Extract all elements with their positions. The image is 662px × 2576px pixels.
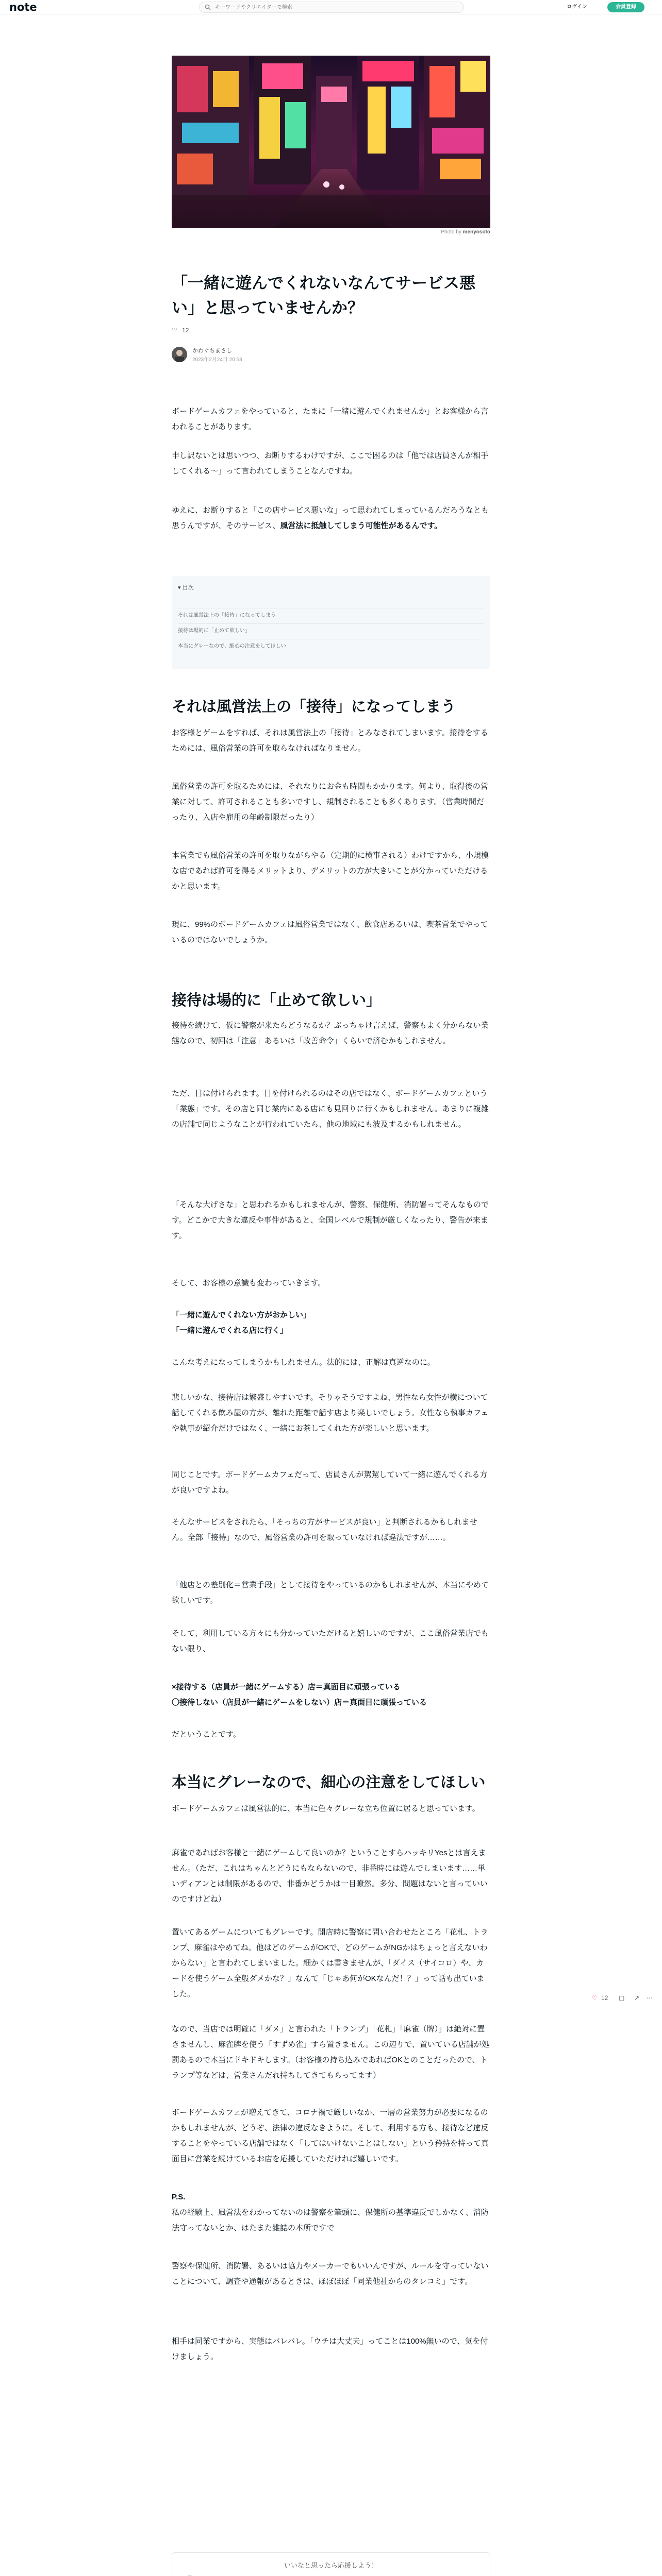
paragraph: 接待を続けて、仮に警察が来たらどうなるか？ぶっちゃけ言えば、警察もよく分からない業態なので、初回は「注意」あるいは「改善命令」くらいで済むかもしれません。 xyxy=(172,1021,489,1045)
paragraph: 同じことです。ボードゲームカフェだって、店員さんが駕駕していて一緒に遊んでくれる方が良いですよね。 xyxy=(172,1470,488,1495)
paragraph: お客様とゲームをすれば、それは風営法上の「接待」とみなされてしまいます。接待をするためには、風俗営業の許可を取らなければなりません。 xyxy=(172,728,488,753)
publish-date: 2023年2月24日 20:53 xyxy=(192,357,242,363)
paragraph: そして、利用している方々にも分かっていただけると嬉しいのですが、ここ風俗営業店でもない限り、 xyxy=(172,1629,489,1653)
credit-prefix: Photo by xyxy=(441,229,463,235)
section-heading: 接待は場的に「止めて欲しい」 xyxy=(172,992,382,1009)
section-heading: それは風営法上の「接待」になってしまう xyxy=(172,699,456,715)
paragraph: 「他店との差別化＝営業手段」として接待をやっているのかもしれませんが、本当にやめて欲しいです。 xyxy=(172,1581,489,1605)
paragraph: 相手は同業ですから、実態はバレバレ。「ウチは大丈夫」ってことは100%無いので、気を付けましょう。 xyxy=(172,2337,488,2361)
paragraph: 本営業でも風俗営業の許可を取りながらやる（定期的に検事される）わけですから、小規模な店であれば許可を得るメリットより、デメリットの方が大きいことが分かっていただけるかと思います。 xyxy=(172,851,489,891)
bold-emphasis: 風営法に抵触してしまう可能性があるんです。 xyxy=(280,521,442,530)
photo-credit xyxy=(172,229,490,235)
paragraph: 風俗営業の許可を取るためには、それなりにお金も時間もかかります。何より、取得後の営業に対して、許可されることも多いですし、規制されることも多くあります。（営業時間だったり、入店や雇用の年齢制限だったり） xyxy=(172,782,488,822)
paragraph: 悲しいかな、接待店は繁盛しやすいです。そりゃそうですよね、男性なら女性が横について話してくれる飲み屋の方が、離れた距離で話す店より楽しいでしょう。女性なら執事カフェや執事が紹介だけではなく、一緒にお茶してくれた方が楽しいと思います。 xyxy=(172,1393,489,1433)
author-avatar[interactable] xyxy=(172,347,187,362)
heart-icon[interactable]: ♡ xyxy=(592,1994,598,2002)
share-icon[interactable]: ↗ xyxy=(634,1994,640,2002)
emphasis-line: 「一緒に遊んでくれない方がおかしい」 xyxy=(172,1311,311,1319)
author-name[interactable]: かわぐちまさし xyxy=(192,348,232,354)
toc-heading-label: 目次 xyxy=(182,585,194,591)
toc-item[interactable]: それは風営法上の「接待」になってしまう xyxy=(178,608,484,622)
hero-image xyxy=(172,56,490,228)
section-heading: 本当にグレーなので、細心の注意をしてほしい xyxy=(172,1774,486,1791)
paragraph: こんな考えになってしまうかもしれません。法的には、正解は真逆なのに。 xyxy=(172,1358,435,1367)
more-icon[interactable]: ⋯ xyxy=(647,1994,653,2002)
heart-outline-icon[interactable]: ♡ xyxy=(172,327,177,334)
search-box[interactable] xyxy=(199,2,464,13)
chevron-down-icon: ▾ xyxy=(178,585,181,591)
article-title: 「一緒に遊んでくれないなんてサービス悪い」と思っていませんか？ xyxy=(172,274,475,317)
paragraph-text: ゆえに、お断りすると「この店サービス悪いな」って思われてしまっているんだろうなとも思うんですが、そのサービス、 xyxy=(172,506,489,530)
neon-street-photo xyxy=(172,56,490,228)
paragraph: ボードゲームカフェをやっていると、たまに「一緒に遊んでくれませんか」とお客様から言われることがあります。 xyxy=(172,407,488,431)
paragraph: 現に、99%のボードゲームカフェは風俗営業ではなく、飲食店あるいは、喫茶営業でやっているのではないでしょうか。 xyxy=(172,920,488,944)
paragraph-intro-3 xyxy=(172,503,490,534)
paragraph: なので、当店では明確に「ダメ」と言われた「トランプ」「花札」「麻雀（牌）」は絶対に置きませんし、麻雀牌を使う「すずめ雀」すら置きません。この辺りで、置いている店舗が処罰あるので本当にドキドキします。（お客様の持ち込みであればOKとのことだったので、トランプ等などは、営業さんだれ持ちしてきてもらってます） xyxy=(172,2025,489,2080)
paragraph: 置いてあるゲームについてもグレーです。開店時に警察に問い合わせたところ「花札、トランプ、麻雀はやめてね。他はどのゲームがOKで、どのゲームがNGかはちょっと言えないわからない」と言われてしまいました。細かくは書きませんが、「ダイス（サイコロ）や、カードを使うゲーム全般ダメかな？」なんて「じゃあ何がOKなんだ！？」って話も出ていました。 xyxy=(172,1928,488,1998)
search-input[interactable] xyxy=(215,3,457,12)
author-info[interactable] xyxy=(172,345,490,364)
paragraph: 「そんな大げさな」と思われるかもしれませんが、警察、保健所、消防署ってそんなものです。どこかで大きな違反や事件があると、全国レベルで規制が厳しくなったり、警告が来ます。 xyxy=(172,1200,489,1240)
search-icon xyxy=(205,4,211,10)
paragraph: ただ、目は付けられます。目を付けられるのはその店ではなく、ボードゲームカフェという「業態」です。その店と同じ業内にある店にも見回りに行くかもしれません。あまりに複雑の店舗で同じようなことが行われていたら、他の地域にも波及するかもしれません。 xyxy=(172,1089,489,1129)
floating-action-bar xyxy=(592,1992,654,2004)
toc-item[interactable]: 接待は場的に「止めて欲しい」 xyxy=(178,623,484,638)
paragraph: 申し訳ないとは思いつつ、お断りするわけですが、ここで困るのは「他では店員さんが相手してくれる～」って言われてしまうことなんですね。 xyxy=(172,451,489,476)
paragraph: 麻雀であればお客様と一緒にゲームして良いのか？ということすらハッキリYesとは言えません。（ただ、これはちゃんとどうにもならないので、非番時には遊んでしまいます……単いディアンとは制限があるので、非番かどうかは一目瞭然。多分、問題はないと言っていいのですけどね） xyxy=(172,1849,488,1904)
toc-item[interactable]: 本当にグレーなので、細心の注意をしてほしい xyxy=(178,639,484,653)
support-title: いいなと思ったら応援しよう！ xyxy=(284,2562,378,2569)
table-of-contents xyxy=(172,576,490,669)
note-logo[interactable]: note xyxy=(9,1,37,13)
toc-heading[interactable] xyxy=(178,583,194,591)
rule-line: 〇接待しない（店員が一緒にゲームをしない）店＝真面目に頑張っている xyxy=(172,1698,427,1707)
emphasis-line: 「一緒に遊んでくれる店に行く」 xyxy=(172,1326,288,1335)
like-count: 12 xyxy=(182,327,189,334)
paragraph: 私の経験上、風営法をわかってないのは警察を筆頭に、保健所の基準違反でしかなく、消防法守ってないとか、はたまた雑誌の本所ですで xyxy=(172,2208,489,2232)
paragraph: ボードゲームカフェは風営法的に、本当に色々グレーな立ち位置に居ると思っています。 xyxy=(172,1804,480,1813)
signup-button[interactable]: 会員登録 xyxy=(607,2,644,12)
paragraph: だということです。 xyxy=(172,1730,241,1739)
credit-name[interactable]: menyosoto xyxy=(462,229,490,235)
paragraph: そして、お客様の意識も変わっていきます。 xyxy=(172,1279,326,1287)
paragraph: そんなサービスをされたら、「そっちの方がサービスが良い」と判断されるかもしれません。全部「接待」なので、風俗営業の許可を取っていなければ違法ですが……。 xyxy=(172,1518,477,1542)
support-box xyxy=(172,2552,490,2576)
rule-line: ×接待する（店員が一緒にゲームする）店＝真面目に頑張っている xyxy=(172,1683,401,1691)
paragraph: ボードゲームカフェが増えてきて、コロナ禍で厳しいなか、一層の営業努力が必要になるのかもしれませんが、どうぞ、法律の違反なきように。そして、利用する方も、接待など違反することをやっている店舗ではなく「してはいけないことはしない」という矜持を持って真面目に営業を続けているお店を応援していただければ嬉しいです。 xyxy=(172,2108,489,2163)
paragraph: 警察や保健所、消防署、あるいは協力やメーカーでもいいんですが、ルールを守っていないことについて、調査や通報があるときは、ほぼほぼ「同業他社からのタレコミ」です。 xyxy=(172,2262,489,2286)
site-header xyxy=(0,0,662,14)
like-top[interactable] xyxy=(172,327,189,337)
login-button[interactable]: ログイン xyxy=(567,4,587,10)
comment-icon[interactable]: ▢ xyxy=(619,1994,625,2002)
side-like-count: 12 xyxy=(601,1994,608,2002)
ps-label: P.S. xyxy=(172,2193,186,2201)
